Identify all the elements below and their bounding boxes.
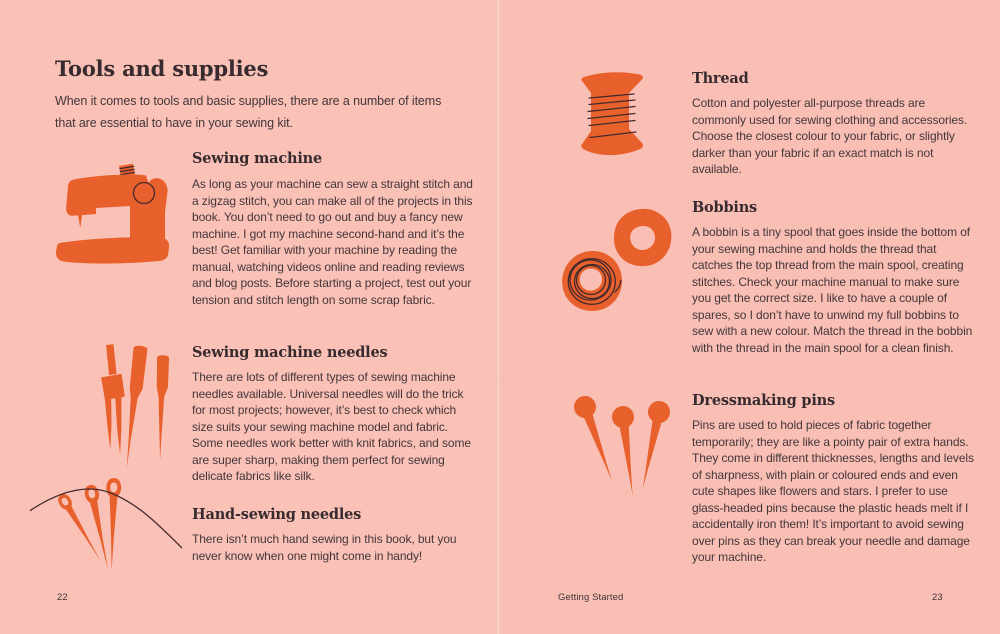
pin	[632, 399, 672, 492]
section-body-machine-needles: There are lots of different types of sewing machine needles available. Universal needles will do the trick for most projects; however, it’s best to check which size suits your sewing machine model and fabric. Some needles work better with knit fabrics, and some are super sharp, making them perfect for sewing delicate fabrics like silk.	[192, 370, 471, 483]
section-heading-bobbins: Bobbins	[692, 199, 758, 216]
section-body-bobbins: A bobbin is a tiny spool that goes inside the bottom of your sewing machine and holds the thread that catches the top thread from the main spool, creating stitches. Check your machine manual to make sure you get the correct size. I like to have a couple of spares, so I don’t have to unwind my full bobbins to sew with a new colour. Match the thread in the bobbin with the thread in the main spool for a clean finish.	[692, 225, 973, 355]
hand-sewing-needles-icon	[30, 462, 182, 580]
twin-needle	[100, 344, 127, 456]
section-body-thread: Cotton and polyester all-purpose threads are commonly used for sewing clothing and accessories. Choose the closest colour to your fabric, or slightly darker than your fabric if an exact match is not available.	[692, 96, 968, 176]
section-heading-sewing-machine: Sewing machine	[192, 150, 323, 167]
section-heading-hand-needles: Hand-sewing needles	[192, 506, 362, 523]
universal-needle	[121, 345, 148, 469]
section-body-hand-needles: There isn’t much hand sewing in this book, but you never know when one might come in handy!	[192, 532, 457, 563]
thread-line	[30, 489, 182, 548]
intro-paragraph: When it comes to tools and basic supplies, there are a number of items that are essential to have in your sewing kit.	[55, 94, 442, 130]
pin	[571, 393, 622, 485]
page-gutter	[497, 0, 500, 634]
bobbin-plain	[614, 209, 671, 266]
section-body-sewing-machine: As long as your machine can sew a straight stitch and a zigzag stitch, you can make all of the projects in this book. You don’t need to go out and buy a fancy new machine. I got my machine second-hand and it’s the best! Get familiar with your machine by reading the manual, watching videos online and reading reviews and blog posts. Before starting a project, test out your tension and stitch length on some scrap fabric.	[192, 177, 473, 307]
page-title: Tools and supplies	[55, 56, 269, 81]
sewing-machine-icon	[50, 162, 188, 267]
pin	[611, 405, 644, 497]
section-heading-pins: Dressmaking pins	[692, 392, 835, 409]
bobbins-icon	[555, 200, 680, 318]
section-heading-thread: Thread	[692, 70, 749, 87]
page-number-left: 22	[57, 592, 68, 603]
thread-spool-icon	[578, 68, 648, 164]
section-heading-machine-needles: Sewing machine needles	[192, 344, 388, 361]
page-number-right: 23	[932, 592, 943, 603]
section-body-pins: Pins are used to hold pieces of fabric together temporarily; they are like a pointy pair of extra hands. They come in different thicknesses, lengths and levels of sharpness, with plain or coloured ends and even cute shapes like flowers and stars. I prefer to use glass-headed pins because the plastic heads melt if I accidentally iron them! It’s important to avoid sewing over pins as they can break your needle and damage your machine.	[692, 418, 974, 564]
dressmaking-pins-icon	[562, 385, 687, 497]
sharp-needle	[155, 355, 169, 460]
running-footer: Getting Started	[558, 592, 624, 603]
